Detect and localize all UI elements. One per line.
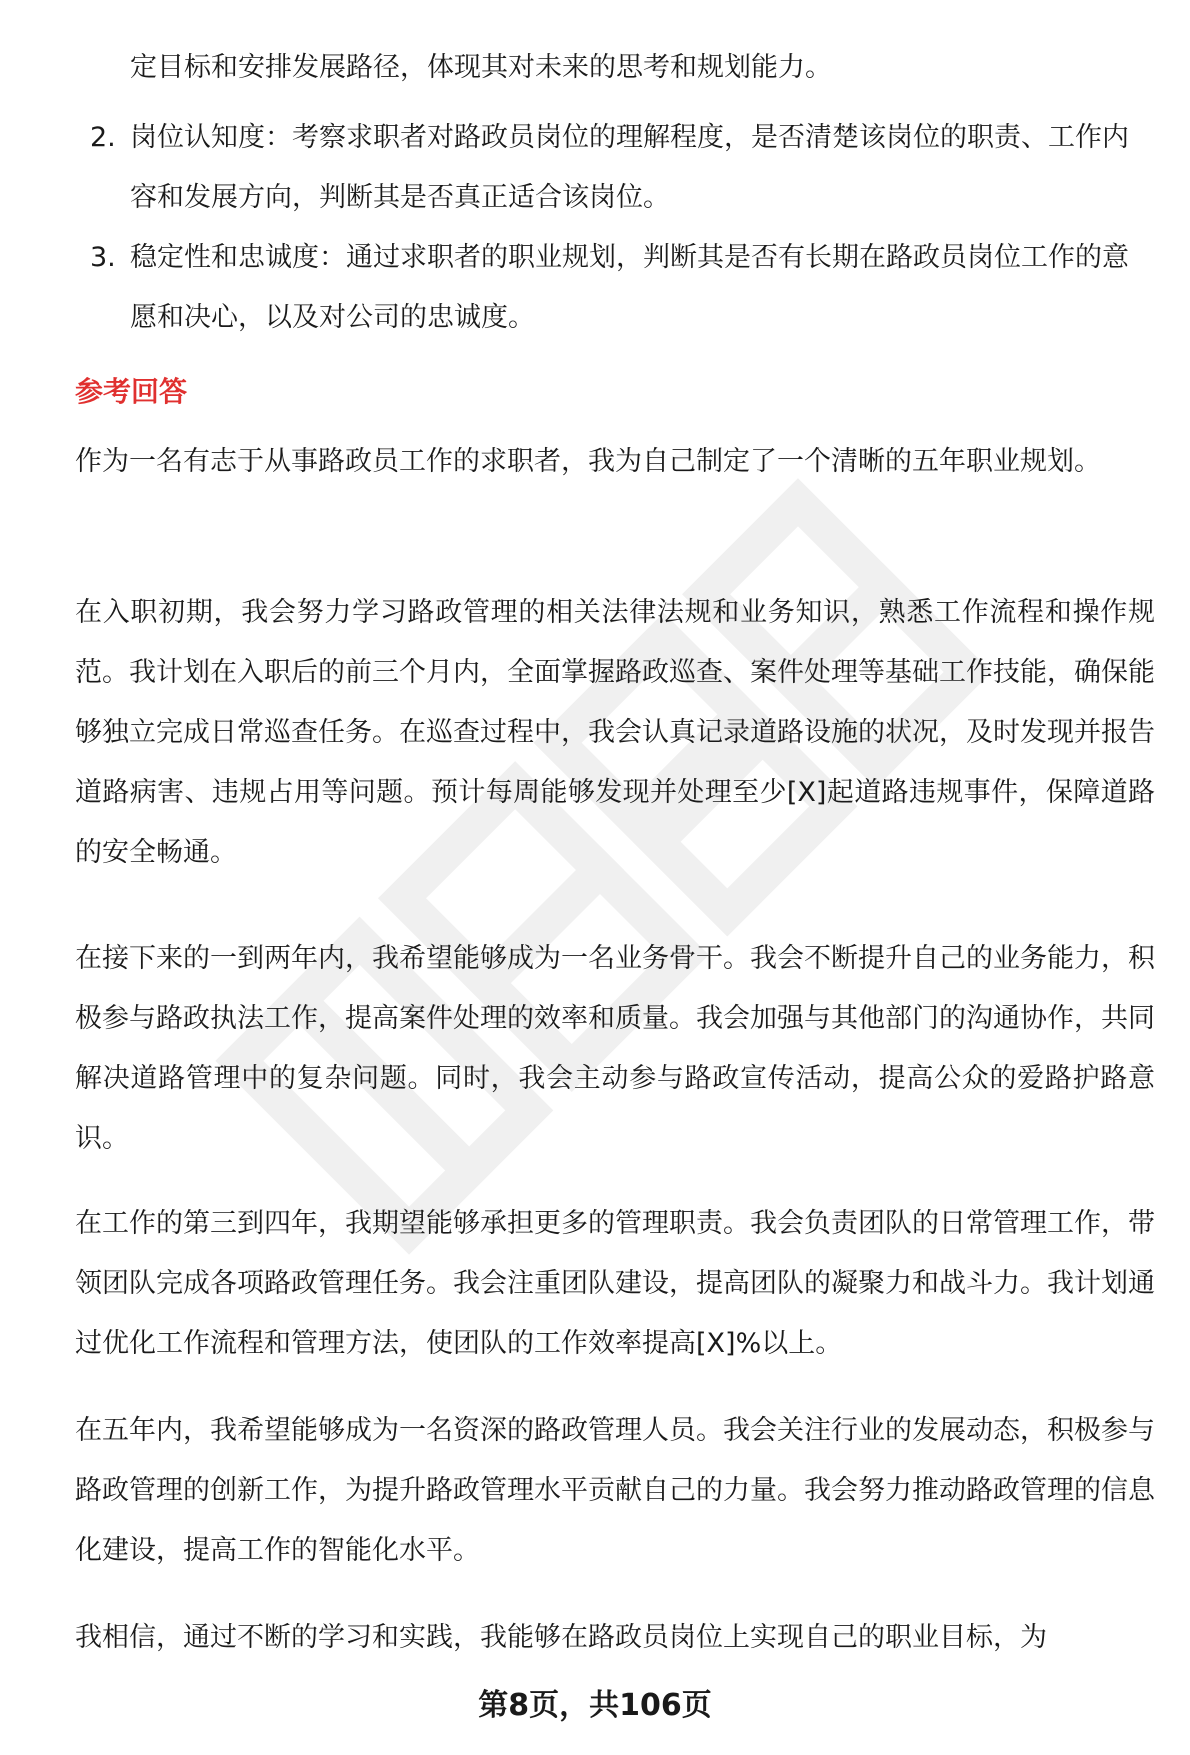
criteria-number: 3. <box>90 242 116 273</box>
continuation-text: 定目标和安排发展路径，体现其对未来的思考和规划能力。 <box>130 52 832 83</box>
answer-paragraph: 我相信，通过不断的学习和实践，我能够在路政员岗位上实现自己的职业目标，为 <box>75 1622 1047 1653</box>
answer-paragraph: 作为一名有志于从事路政员工作的求职者，我为自己制定了一个清晰的五年职业规划。 <box>75 446 1101 477</box>
criteria-text: 稳定性和忠诚度：通过求职者的职业规划，判断其是否有长期在路政员岗位工作的意愿和决心，以及对公司的忠诚度。 <box>130 242 1129 333</box>
page-footer: 第8页，共106页 <box>478 1688 712 1723</box>
criteria-list <box>0 108 1190 348</box>
criteria-item <box>0 108 1190 228</box>
answer-paragraph: 在五年内，我希望能够成为一名资深的路政管理人员。我会关注行业的发展动态，积极参与路政管理的创新工作，为提升路政管理水平贡献自己的力量。我会努力推动路政管理的信息化建设，提高工作的智能化水平。 <box>75 1415 1155 1566</box>
answer-paragraph: 在接下来的一到两年内，我希望能够成为一名业务骨干。我会不断提升自己的业务能力，积极参与路政执法工作，提高案件处理的效率和质量。我会加强与其他部门的沟通协作，共同解决道路管理中的复杂问题。同时，我会主动参与路政宣传活动，提高公众的爱路护路意识。 <box>75 943 1155 1154</box>
criteria-text: 岗位认知度：考察求职者对路政员岗位的理解程度，是否清楚该岗位的职责、工作内容和发展方向，判断其是否真正适合该岗位。 <box>130 122 1129 213</box>
section-heading: 参考回答 <box>75 375 188 408</box>
criteria-item <box>0 228 1190 348</box>
answer-paragraph: 在工作的第三到四年，我期望能够承担更多的管理职责。我会负责团队的日常管理工作，带领团队完成各项路政管理任务。我会注重团队建设，提高团队的凝聚力和战斗力。我计划通过优化工作流程和管理方法，使团队的工作效率提高[X]%以上。 <box>75 1208 1155 1359</box>
answer-paragraph: 在入职初期，我会努力学习路政管理的相关法律法规和业务知识，熟悉工作流程和操作规范。我计划在入职后的前三个月内，全面掌握路政巡查、案件处理等基础工作技能，确保能够独立完成日常巡查任务。在巡查过程中，我会认真记录道路设施的状况，及时发现并报告道路病害、违规占用等问题。预计每周能够发现并处理至少[X]起道路违规事件，保障道路的安全畅通。 <box>75 597 1155 868</box>
criteria-number: 2. <box>90 122 116 153</box>
